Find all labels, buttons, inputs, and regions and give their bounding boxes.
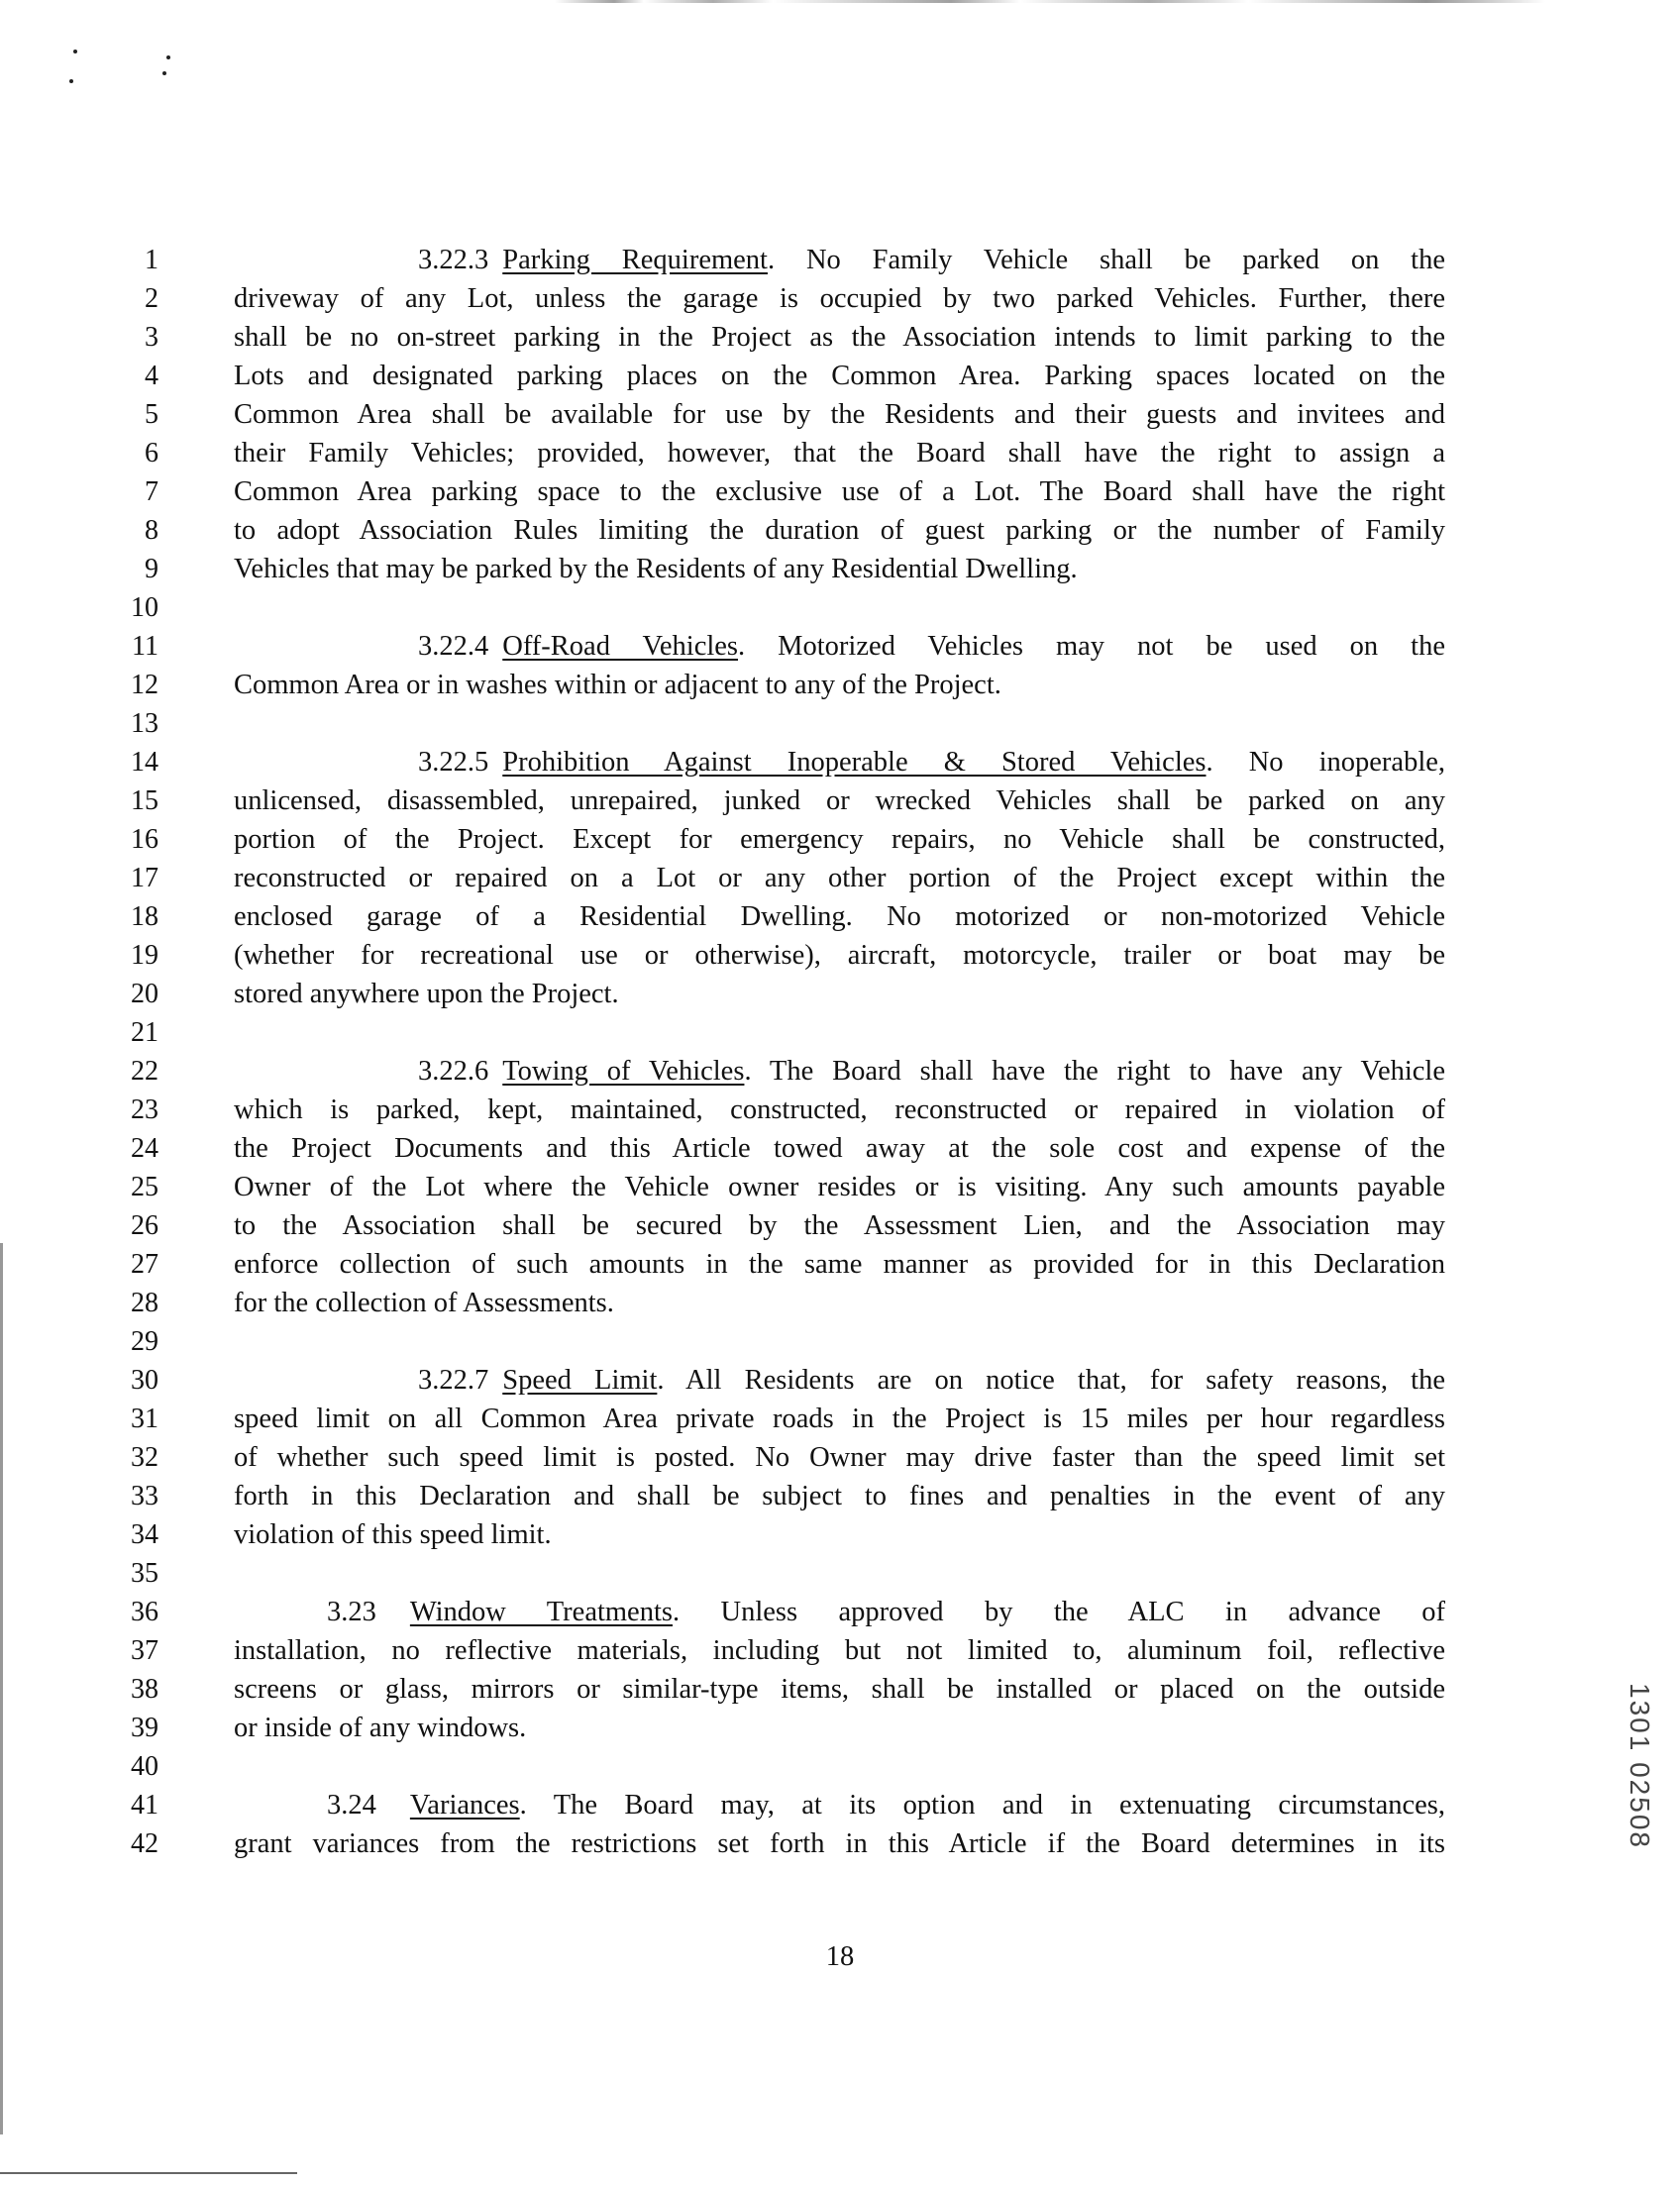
- line-number: 3: [145, 322, 158, 353]
- scan-edge-left: [0, 1243, 3, 2134]
- line-number: 12: [131, 670, 158, 700]
- line-number: 15: [131, 785, 158, 816]
- line-number: 24: [131, 1133, 158, 1164]
- line-number: 41: [131, 1790, 158, 1821]
- section-heading: Window Treatments: [409, 1597, 673, 1627]
- section-number: 3.22.3: [418, 245, 489, 275]
- text-run: . No Family Vehicle shall be parked on the: [767, 245, 1445, 275]
- text-line: grant variances from the restrictions set forth in this Article if the Board determines in its: [234, 1828, 1445, 1859]
- section-heading: Variances: [409, 1790, 520, 1821]
- text-line: to adopt Association Rules limiting the duration of guest parking or the number of Family: [234, 515, 1445, 546]
- scan-edge-top: [555, 0, 1545, 3]
- line-number: 35: [131, 1558, 158, 1589]
- line-number: 5: [145, 399, 158, 430]
- section-number: 3.22.4: [418, 631, 489, 662]
- line-number: 4: [145, 361, 158, 391]
- text-line: the Project Documents and this Article towed away at the sole cost and expense of the: [234, 1133, 1445, 1164]
- text-line: [418, 743, 1445, 781]
- line-number: 34: [131, 1519, 158, 1550]
- text-run: . All Residents are on notice that, for safety reasons, the: [657, 1365, 1446, 1396]
- section-heading: Prohibition Against Inoperable & Stored Vehicles: [502, 747, 1207, 778]
- text-line: Owner of the Lot where the Vehicle owner resides or is visiting. Any such amounts payable: [234, 1172, 1445, 1202]
- text-line: [418, 241, 1445, 279]
- text-line: [418, 1052, 1445, 1091]
- line-number: 28: [131, 1288, 158, 1318]
- text-line: [327, 1786, 1445, 1824]
- text-line: or inside of any windows.: [234, 1713, 527, 1743]
- text-line: which is parked, kept, maintained, constructed, reconstructed or repaired in violation of: [234, 1094, 1445, 1125]
- line-number: 8: [145, 515, 158, 546]
- line-number: 19: [131, 940, 158, 971]
- line-number: 18: [131, 901, 158, 932]
- line-number: 29: [131, 1326, 158, 1357]
- text-line: reconstructed or repaired on a Lot or any other portion of the Project except within the: [234, 863, 1445, 893]
- page-number: 18: [825, 1941, 855, 1972]
- section-number: 3.22.5: [418, 747, 489, 778]
- text-line: their Family Vehicles; provided, however, that the Board shall have the right to assign a: [234, 438, 1445, 468]
- scan-speck: [166, 55, 170, 59]
- text-line: forth in this Declaration and shall be subject to fines and penalties in the event of any: [234, 1481, 1445, 1511]
- scan-edge-bottom: [0, 2172, 297, 2174]
- text-run: . The Board may, at its option and in extenuating circumstances,: [519, 1790, 1445, 1821]
- line-number: 16: [131, 824, 158, 855]
- line-number: 13: [131, 708, 158, 739]
- line-number: 32: [131, 1442, 158, 1473]
- text-run: . No inoperable,: [1206, 747, 1446, 778]
- text-line: [418, 1361, 1445, 1400]
- text-line: Common Area parking space to the exclusive use of a Lot. The Board shall have the right: [234, 476, 1445, 507]
- text-line: (whether for recreational use or otherwise), aircraft, motorcycle, trailer or boat may be: [234, 940, 1445, 971]
- recording-stamp-text: 1301 02508: [1625, 1683, 1655, 1849]
- line-number: 2: [145, 283, 158, 314]
- line-number: 27: [131, 1249, 158, 1280]
- line-number: 39: [131, 1713, 158, 1743]
- text-line: violation of this speed limit.: [234, 1519, 552, 1550]
- scan-speck: [162, 71, 166, 75]
- scan-speck: [73, 50, 77, 53]
- line-number: 17: [131, 863, 158, 893]
- text-line: enclosed garage of a Residential Dwelling. No motorized or non-motorized Vehicle: [234, 901, 1445, 932]
- recording-stamp: [1620, 1603, 1659, 1929]
- line-number: 11: [132, 631, 158, 662]
- text-line: stored anywhere upon the Project.: [234, 979, 619, 1009]
- text-line: [327, 1593, 1445, 1631]
- line-number: 20: [131, 979, 158, 1009]
- text-line: shall be no on-street parking in the Project as the Association intends to limit parking to the: [234, 322, 1445, 353]
- line-number: 6: [145, 438, 158, 468]
- text-line: enforce collection of such amounts in the same manner as provided for in this Declaration: [234, 1249, 1445, 1280]
- section-number: 3.24: [327, 1790, 376, 1821]
- line-number: 7: [145, 476, 158, 507]
- text-line: unlicensed, disassembled, unrepaired, junked or wrecked Vehicles shall be parked on any: [234, 785, 1445, 816]
- line-number: 14: [131, 747, 158, 778]
- text-run: . Unless approved by the ALC in advance of: [672, 1597, 1446, 1627]
- line-number: 1: [145, 245, 158, 275]
- section-heading: Off-Road Vehicles: [502, 631, 739, 662]
- text-line: installation, no reflective materials, including but not limited to, aluminum foil, reflective: [234, 1635, 1445, 1666]
- section-heading: Towing of Vehicles: [502, 1056, 745, 1087]
- line-number: 23: [131, 1094, 158, 1125]
- text-line: Lots and designated parking places on the Common Area. Parking spaces located on the: [234, 361, 1445, 391]
- section-heading: Parking Requirement: [502, 245, 768, 275]
- text-run: . The Board shall have the right to have any Vehicle: [744, 1056, 1445, 1087]
- section-heading: Speed Limit: [502, 1365, 658, 1396]
- text-line: Vehicles that may be parked by the Residents of any Residential Dwelling.: [234, 554, 1078, 584]
- line-number: 25: [131, 1172, 158, 1202]
- text-line: screens or glass, mirrors or similar-type items, shall be installed or placed on the outside: [234, 1674, 1445, 1705]
- text-line: of whether such speed limit is posted. No Owner may drive faster than the speed limit set: [234, 1442, 1445, 1473]
- line-number: 21: [131, 1017, 158, 1048]
- line-number: 9: [145, 554, 158, 584]
- section-number: 3.22.6: [418, 1056, 489, 1087]
- text-line: for the collection of Assessments.: [234, 1288, 614, 1318]
- text-line: portion of the Project. Except for emergency repairs, no Vehicle shall be constructed,: [234, 824, 1445, 855]
- line-number: 31: [131, 1404, 158, 1434]
- line-number: 37: [131, 1635, 158, 1666]
- line-number: 30: [131, 1365, 158, 1396]
- line-number: 10: [131, 592, 158, 623]
- line-number: 36: [131, 1597, 158, 1627]
- section-number: 3.22.7: [418, 1365, 489, 1396]
- line-number: 40: [131, 1751, 158, 1782]
- line-number: 42: [131, 1828, 158, 1859]
- scan-speck: [69, 79, 73, 83]
- text-line: speed limit on all Common Area private roads in the Project is 15 miles per hour regardless: [234, 1404, 1445, 1434]
- text-line: driveway of any Lot, unless the garage is occupied by two parked Vehicles. Further, there: [234, 283, 1445, 314]
- text-line: Common Area or in washes within or adjacent to any of the Project.: [234, 670, 1001, 700]
- line-number: 26: [131, 1210, 158, 1241]
- line-number: 33: [131, 1481, 158, 1511]
- text-line: to the Association shall be secured by the Assessment Lien, and the Association may: [234, 1210, 1445, 1241]
- text-line: [418, 627, 1445, 666]
- text-line: Common Area shall be available for use by the Residents and their guests and invitees and: [234, 399, 1445, 430]
- text-run: . Motorized Vehicles may not be used on the: [738, 631, 1446, 662]
- line-number: 22: [131, 1056, 158, 1087]
- line-number: 38: [131, 1674, 158, 1705]
- section-number: 3.23: [327, 1597, 376, 1627]
